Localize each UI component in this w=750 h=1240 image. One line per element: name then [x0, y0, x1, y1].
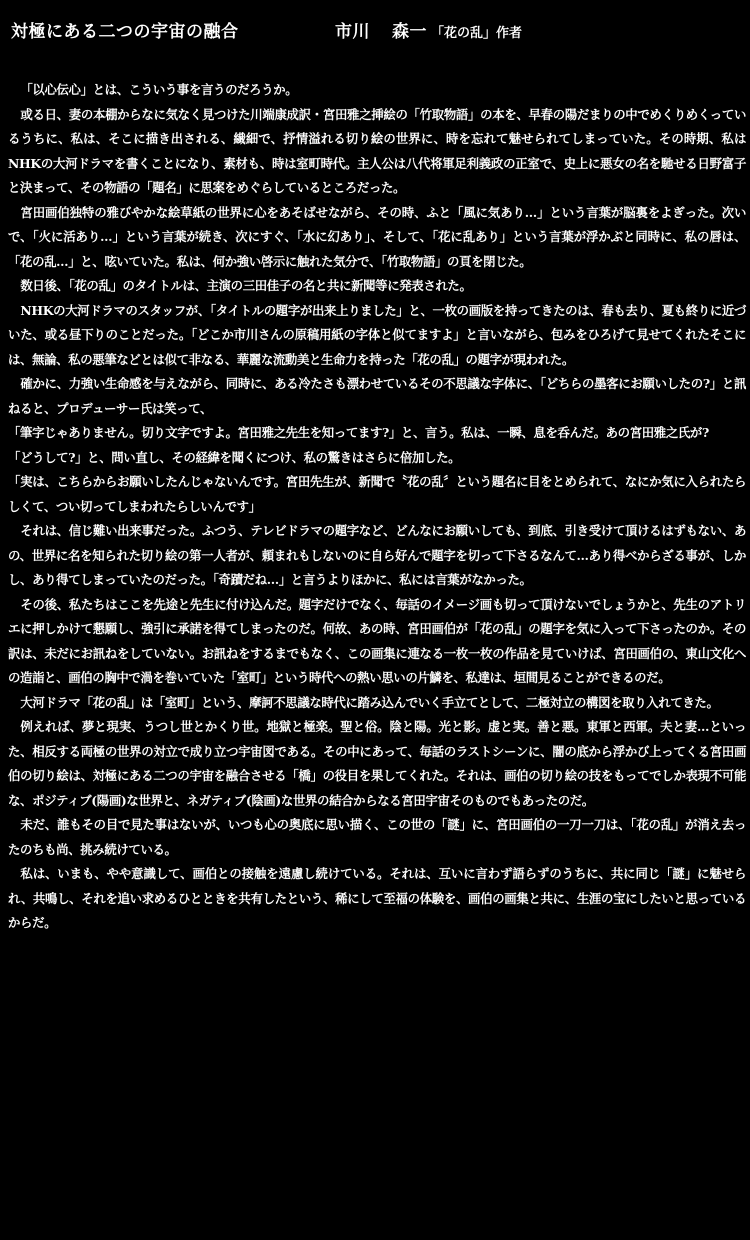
author-line: [335, 17, 522, 42]
paragraph: 「以心伝心」とは、こういう事を言うのだろうか。: [20, 82, 298, 97]
quote-paragraph: 「筆字じゃありません。切り文字ですよ。宮田雅之先生を知ってます?」と、言う。私は、一瞬、息を呑んだ。あの宮田雅之氏が?: [8, 425, 709, 440]
quote-paragraph: 「実は、こちらからお願いしたんじゃないんです。宮田先生が、新聞で〝花の乱〞という題名に目をとめられて、なにか気に入られたらしくて、つい切ってしまわれたらしいんです」: [8, 474, 746, 514]
paragraph: 私は、いまも、やや意識して、画伯との接触を遠慮し続けている。それは、互いに言わず語らずのうちに、共に同じ「謎」に魅せられ、共鳴し、それを追い求めるひとときを共有したという、稀にして至福の体験を、画伯の画集と共に、生涯の宝にしたいと思っているからだ。: [8, 866, 746, 930]
paragraph: 或る日、妻の本棚からなに気なく見つけた川端康成訳・宮田雅之挿絵の「竹取物語」の本を、早春の陽だまりの中でめくりめくっているうちに、私は、そこに描き出される、繊細で、抒情溢れる切り絵の世界に、時を忘れて魅せられてしまっていた。その時期、私はNHKの大河ドラマを書くことになり、素材も、時は室町時代。主人公は八代将軍足利義政の正室で、史上に悪女の名を馳せる日野富子と決まって、その物語の「題名」に思案をめぐらしているところだった。: [8, 106, 746, 195]
essay-title: 対極にある二つの宇宙の融合: [11, 22, 239, 42]
author-given-name: 森一: [392, 22, 427, 42]
author-work: 「花の乱」作者: [431, 26, 523, 41]
paragraph: それは、信じ難い出来事だった。ふつう、テレビドラマの題字など、どんなにお願いしても、到底、引き受けて頂けるはずもない、あの、世界に名を知られた切り絵の第一人者が、頼まれもしないのに自ら好んで題字を切って下さるなんて…あり得べからざる事が、しかし、あり得てしまっていたのだった。「奇蹟だね…」と言うよりほかに、私には言葉がなかった。: [8, 523, 746, 587]
quote-paragraph: 「どうして?」と、問い直し、その経緯を聞くにつけ、私の驚きはさらに倍加した。: [8, 449, 461, 465]
paragraph: 未だ、誰もその目で見た事はないが、いつも心の奥底に思い描く、この世の「謎」に、宮田画伯の一刀一刀は、「花の乱」が消え去ったのちも尚、挑み続けている。: [8, 817, 746, 857]
paragraph: 数日後、「花の乱」のタイトルは、主演の三田佳子の名と共に新聞等に発表された。: [20, 278, 472, 293]
author-family-name: 市川: [335, 22, 370, 42]
paragraph: NHKの大河ドラマのスタッフが、「タイトルの題字が出来上りました」と、一枚の画版を持ってきたのは、春も去り、夏も終りに近づいた、或る昼下りのことだった。「どこか市川さんの原稿用紙の字体と似てますよ」と言いながら、包みをひろげて見せてくれたそこには、無論、私の悪筆などとは似て非なる、華麗な流動美と生命力を持った「花の乱」の題字が現われた。: [8, 302, 746, 367]
paragraph: 宮田画伯独特の雅びやかな絵草紙の世界に心をあそばせながら、その時、ふと「風に気あり…」という言葉が脳裏をよぎった。次いで、「火に活あり…」という言葉が続き、次にすぐ、「水に幻あり」、そして、「花に乱あり」という言葉が浮かぶと同時に、私の唇は、「花の乱…」と、呟いていた。私は、何か強い啓示に触れた気分で、「竹取物語」の頁を閉じた。: [8, 204, 746, 269]
paragraph: 例えれば、夢と現実、うつし世とかくり世。地獄と極楽。聖と俗。陰と陽。光と影。虚と実。善と悪。東軍と西軍。夫と妻…といった、相反する両極の世界の対立で成り立つ宇宙図である。その中にあって、毎話のラストシーンに、闇の底から浮かび上ってくる宮田画伯の切り絵は、対極にある二つの宇宙を融合させる「橋」の役目を果してくれた。それは、画伯の切り絵の技をもってでしか表現不可能な、ポジティブ(陽画)な世界と、ネガティブ(陰画)な世界の結合からなる宮田宇宙そのものでもあったのだ。: [8, 719, 746, 808]
paragraph: 確かに、力強い生命感を与えながら、同時に、ある冷たさも漂わせているその不思議な字体に、「どちらの墨客にお願いしたの?」と訊ねると、プロデューサー氏は笑って、: [8, 376, 746, 416]
paragraph: 大河ドラマ「花の乱」は「室町」という、摩訶不思議な時代に踏み込んでいく手立てとして、二極対立の構図を取り入れてきた。: [20, 694, 719, 710]
essay-body: [8, 78, 746, 936]
paragraph: その後、私たちはここを先途と先生に付け込んだ。題字だけでなく、毎話のイメージ画も切って頂けないでしょうかと、先生のアトリエに押しかけて懇願し、強引に承諾を得てしまったのだ。何故、あの時、宮田画伯が「花の乱」の題字を気に入って下さったのか。その訳は、未だにお訊ねをしていない。お訊ねをするまでもなく、この画集に連なる一枚一枚の作品を見ていけば、宮田画伯の、東山文化への造詣と、画伯の胸中で渦を巻いていた「室町」という時代への熱い思いの片鱗を、私達は、垣間見ることができるのだ。: [8, 596, 746, 685]
header: [11, 17, 741, 45]
